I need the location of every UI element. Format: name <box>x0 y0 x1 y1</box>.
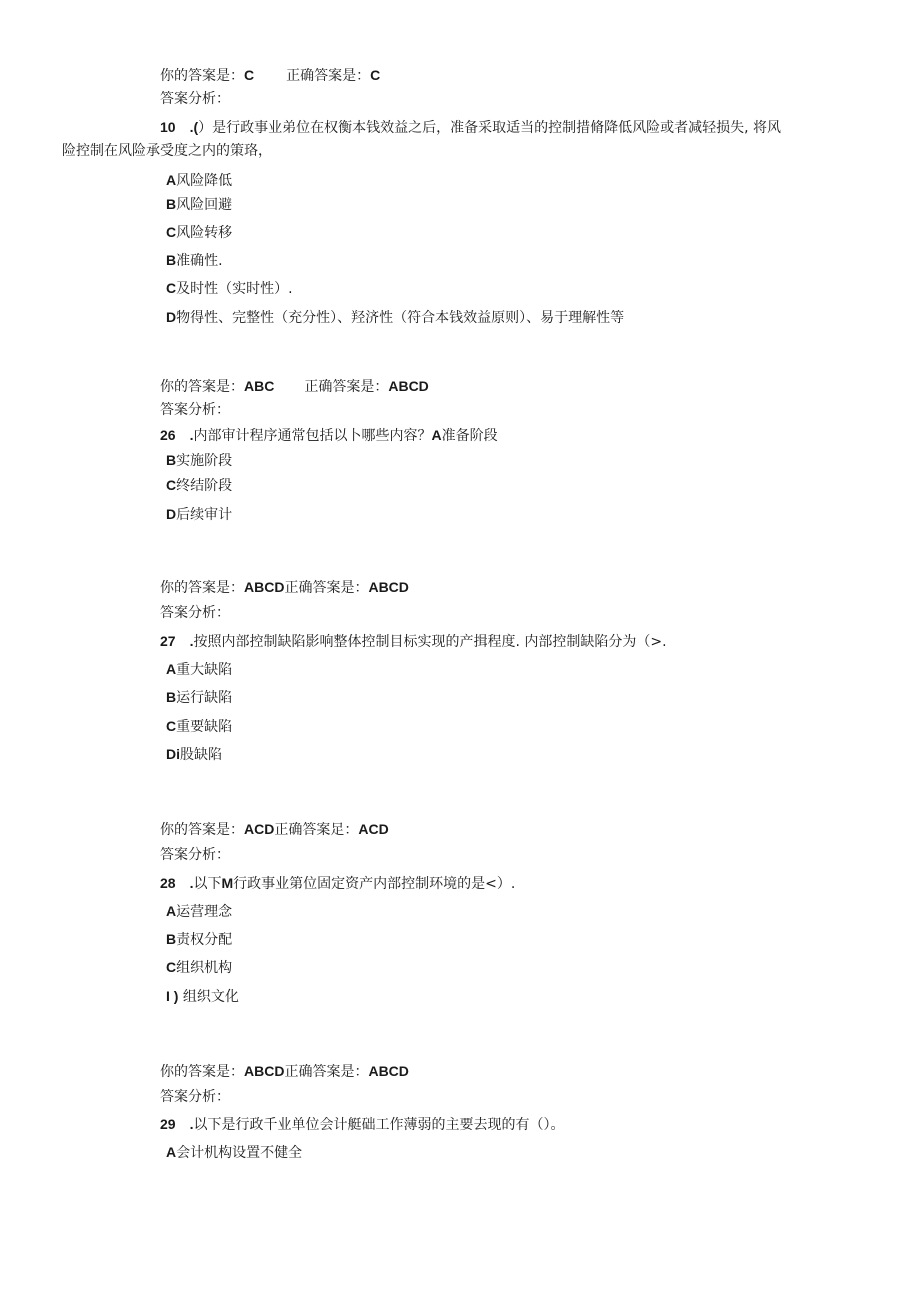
analysis-label: 答案分析： <box>160 91 230 107</box>
your-answer-value: C <box>244 67 255 83</box>
question-text: 内部审计程序通常包括以卜哪些内容？ <box>193 428 432 444</box>
question-number: 27 <box>160 633 176 649</box>
option-item <box>166 504 232 525</box>
option-text: 股缺陷 <box>180 747 222 763</box>
question-continuation: 险控制在风险承受度之内的策珞， <box>62 143 272 159</box>
question-number: 26 <box>160 427 176 443</box>
option-text: 组织文化 <box>178 989 239 1005</box>
option-key: Di <box>166 746 180 762</box>
your-answer-value: ACD <box>244 821 275 837</box>
question-mark: . <box>189 875 194 891</box>
your-answer-label: 你的答案是： <box>160 379 244 395</box>
option-item <box>166 475 232 496</box>
question-line <box>160 873 515 894</box>
correct-answer-value: ABCD <box>388 378 429 394</box>
option-text: 终结阶段 <box>176 478 233 494</box>
answer-line <box>160 376 429 397</box>
option-item <box>166 1142 302 1163</box>
option-key: A <box>431 427 442 443</box>
analysis-label: 答案分析： <box>160 1089 230 1105</box>
option-key: D <box>166 506 177 522</box>
question-text: M <box>221 875 234 891</box>
option-key: B <box>166 452 177 468</box>
option-item <box>166 659 232 680</box>
question-mark: . <box>189 427 194 443</box>
answer-line <box>160 65 380 86</box>
option-text: 组织机构 <box>176 960 233 976</box>
analysis-label: 答案分析： <box>160 847 230 863</box>
your-answer-value: ABCD <box>244 1063 285 1079</box>
option-text: 风险回避 <box>176 197 233 213</box>
option-key: B <box>166 252 177 268</box>
option-item <box>166 278 293 299</box>
question-text: 以下是行政千业单位会计艇础工作薄弱的主要去现的有（）。 <box>193 1117 565 1133</box>
your-answer-label: 你的答案是： <box>160 68 244 84</box>
question-text: 以下 <box>193 876 222 892</box>
option-key: A <box>166 172 177 188</box>
option-item <box>166 194 232 215</box>
option-item <box>166 687 232 708</box>
correct-answer-value: ABCD <box>368 579 409 595</box>
your-answer-label: 你的答案是： <box>160 1064 244 1080</box>
option-item <box>166 744 222 765</box>
correct-answer-value: C <box>370 67 381 83</box>
option-key: D <box>166 309 177 325</box>
question-number: 28 <box>160 875 176 891</box>
question-line <box>160 1114 564 1135</box>
correct-answer-label: 正确答案是： <box>286 68 371 84</box>
option-text: 会计机构设置不健全 <box>176 1145 303 1161</box>
option-key: A <box>166 903 177 919</box>
option-text: 运行缺陷 <box>176 690 233 706</box>
option-text: 运营理念 <box>176 904 233 920</box>
option-key: A <box>166 1144 177 1160</box>
question-mark: .( <box>189 119 199 135</box>
answer-line <box>160 577 409 598</box>
option-text: 后续审计 <box>176 507 233 523</box>
option-key: B <box>166 196 177 212</box>
option-item <box>166 450 232 471</box>
option-item <box>166 222 232 243</box>
question-line <box>160 117 781 138</box>
option-text: 重大缺陷 <box>176 662 233 678</box>
answer-line <box>160 1061 409 1082</box>
option-item <box>166 716 232 737</box>
question-number: 10 <box>160 119 176 135</box>
option-item <box>166 250 223 271</box>
option-key: B <box>166 689 177 705</box>
option-item <box>166 957 232 978</box>
option-item <box>166 170 232 191</box>
option-key: C <box>166 477 177 493</box>
question-line <box>160 425 498 446</box>
option-key: I ) <box>166 988 179 1004</box>
your-answer-value: ABC <box>244 378 275 394</box>
question-text: ）是行政事业弟位在权衡本钱效益之后，准备采取适当的控制措脩降低风险或者减轻损失, 将风 <box>198 120 782 136</box>
question-line <box>160 631 667 652</box>
option-item <box>166 901 232 922</box>
option-key: B <box>166 931 177 947</box>
your-answer-value: ABCD <box>244 579 285 595</box>
option-item <box>166 929 232 950</box>
analysis-label: 答案分析： <box>160 402 230 418</box>
option-key: C <box>166 280 177 296</box>
question-text: 行政事业第位固定资产内部控制环境的是<）. <box>233 876 516 892</box>
answer-line <box>160 819 389 840</box>
correct-answer-label: 正确答案是： <box>304 379 389 395</box>
question-text: 按照内部控制缺陷影响整体控制目标实现的产揖程度. 内部控制缺陷分为（>. <box>193 634 667 650</box>
option-text: 物得性、完整性（充分性）、羟济性（符合本钱效益原则）、易于理解性等 <box>176 310 625 326</box>
option-text: 及时性（实时性）. <box>176 281 293 297</box>
correct-answer-label: 正确答案是： <box>284 1064 369 1080</box>
correct-answer-label: 正确答案是： <box>284 580 369 596</box>
your-answer-label: 你的答案是： <box>160 580 244 596</box>
option-text: 重要缺陷 <box>176 719 233 735</box>
your-answer-label: 你的答案是： <box>160 822 244 838</box>
option-key: C <box>166 224 177 240</box>
option-text: 风险降低 <box>176 173 233 189</box>
option-text: 责权分配 <box>176 932 233 948</box>
option-text: 实施阶段 <box>176 453 233 469</box>
question-number: 29 <box>160 1116 176 1132</box>
correct-answer-label: 正确答案足： <box>274 822 359 838</box>
question-mark: . <box>189 633 194 649</box>
correct-answer-value: ACD <box>358 821 389 837</box>
option-item <box>166 986 239 1007</box>
option-text: 准备阶段 <box>441 428 498 444</box>
option-text: 风险转移 <box>176 225 233 241</box>
option-key: C <box>166 959 177 975</box>
option-key: A <box>166 661 177 677</box>
question-mark: . <box>189 1116 194 1132</box>
analysis-label: 答案分析： <box>160 605 230 621</box>
option-item <box>166 307 624 328</box>
option-key: C <box>166 718 177 734</box>
correct-answer-value: ABCD <box>368 1063 409 1079</box>
option-text: 准确性. <box>176 253 223 269</box>
